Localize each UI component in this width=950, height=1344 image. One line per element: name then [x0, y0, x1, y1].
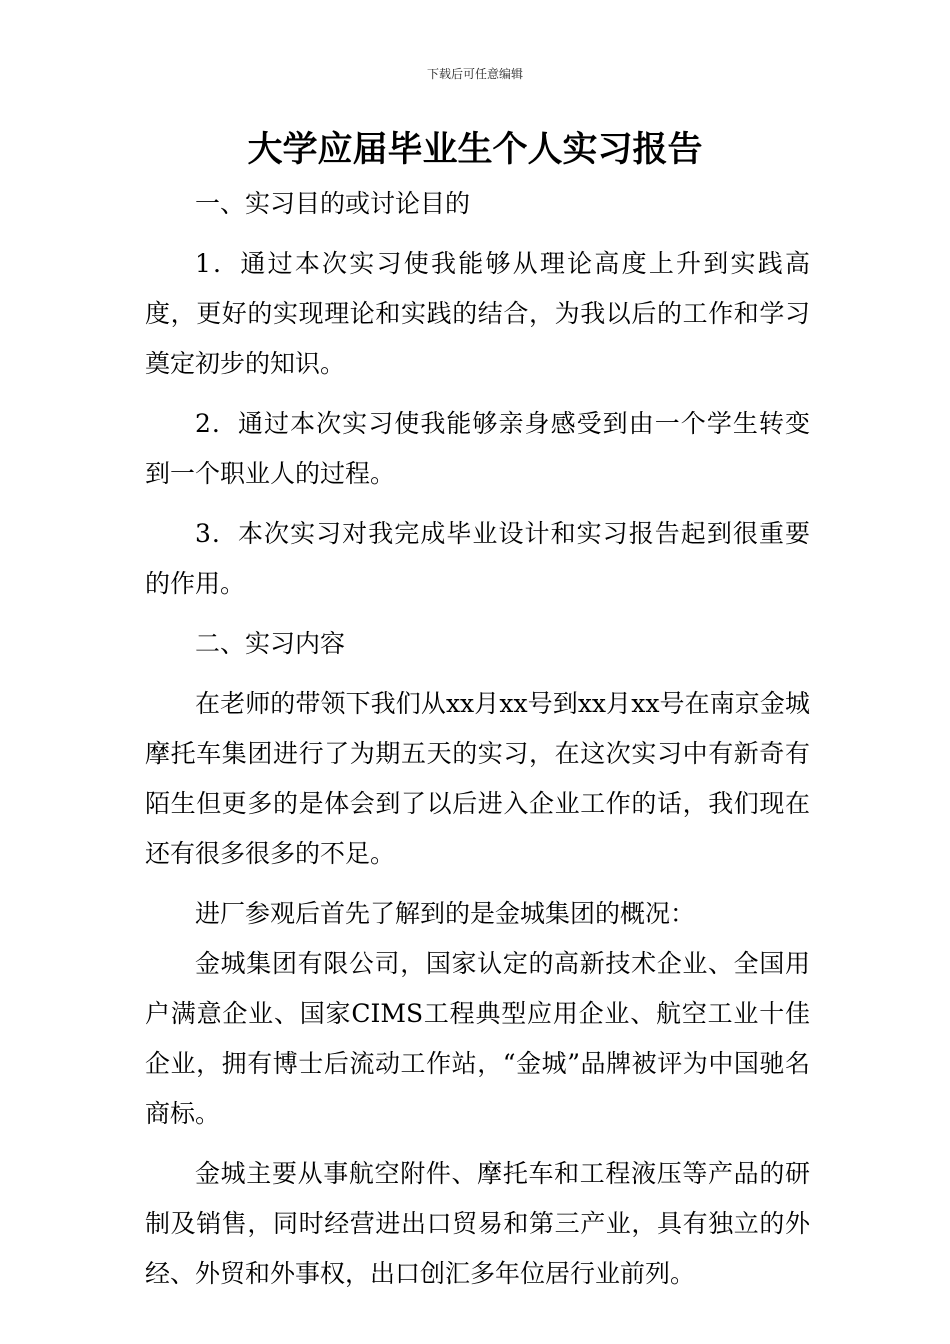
- paragraph-company-business: 金城主要从事航空附件、摩托车和工程液压等产品的研制及销售，同时经营进出口贸易和第三产业，具有独立的外经、外贸和外事权，出口创汇多年位居行业前列。: [145, 1159, 810, 1288]
- paragraph-company-overview-lead: 进厂参观后首先了解到的是金城集团的概况：: [195, 899, 696, 928]
- paragraph-content-intro: 在老师的带领下我们从xx月xx号到xx月xx号在南京金城摩托车集团进行了为期五天的实习，在这次实习中有新奇有陌生但更多的是体会到了以后进入企业工作的话，我们现在还有很多很多的不足。: [145, 689, 810, 868]
- paragraph-purpose-2: 2．通过本次实习使我能够亲身感受到由一个学生转变到一个职业人的过程。: [145, 409, 810, 488]
- paragraph-purpose-1: 1．通过本次实习使我能够从理论高度上升到实践高度，更好的实现理论和实践的结合，为我以后的工作和学习奠定初步的知识。: [145, 249, 810, 378]
- section-heading-content: 二、实习内容: [195, 629, 346, 658]
- document-body: [145, 179, 810, 1309]
- document-title: 大学应届毕业生个人实习报告: [247, 129, 703, 170]
- section-heading-purpose: 一、实习目的或讨论目的: [195, 189, 471, 218]
- paragraph-company-profile: 金城集团有限公司，国家认定的高新技术企业、全国用户满意企业、国家CIMS工程典型应用企业、航空工业十佳企业，拥有博士后流动工作站，“金城”品牌被评为中国驰名商标。: [145, 949, 810, 1128]
- paragraph-purpose-3: 3．本次实习对我完成毕业设计和实习报告起到很重要的作用。: [145, 519, 810, 598]
- header-note: 下载后可任意编辑: [426, 67, 523, 81]
